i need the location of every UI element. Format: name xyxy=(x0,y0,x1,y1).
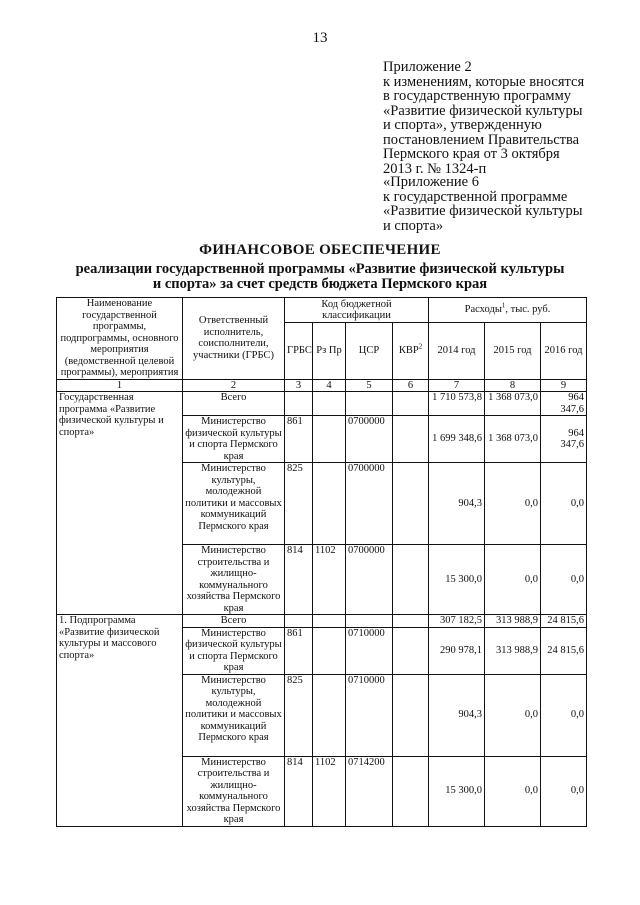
grbs-cell: 814 xyxy=(285,756,313,826)
kvr-cell xyxy=(393,463,429,545)
kvr-cell xyxy=(393,627,429,674)
amount-2016: 964 347,6 xyxy=(541,416,587,463)
table-row xyxy=(57,392,587,416)
amount-2016: 24 815,6 xyxy=(541,627,587,674)
executor-cell: Министерство строительства и жилищно-коммунального хозяйства Пермского края xyxy=(183,756,285,826)
document-subtitle xyxy=(0,262,640,292)
column-number: 8 xyxy=(485,379,541,392)
appendix-6-line: к государственной программе xyxy=(383,188,568,205)
csr-cell xyxy=(346,615,393,628)
csr-cell: 0710000 xyxy=(346,627,393,674)
appendix-2-line: Пермского края от 3 октября xyxy=(383,146,560,162)
header-expenses-label: Расходы xyxy=(464,304,502,316)
grbs-cell: 861 xyxy=(285,627,313,674)
header-expenses xyxy=(429,298,587,323)
amount-2014: 290 978,1 xyxy=(429,627,485,674)
csr-cell: 0700000 xyxy=(346,463,393,545)
page-number: 13 xyxy=(312,30,328,46)
column-number-row xyxy=(57,379,587,392)
amount-2016: 964 347,6 xyxy=(541,392,587,416)
amount-2016: 0,0 xyxy=(541,463,587,545)
amount-2016: 0,0 xyxy=(541,756,587,826)
header-grbs: ГРБС xyxy=(285,323,313,379)
appendix-2-line: в государственную программу xyxy=(383,88,572,104)
rzpr-cell xyxy=(313,674,346,756)
rzpr-cell xyxy=(313,392,346,416)
grbs-cell: 825 xyxy=(285,463,313,545)
program-name: Государственная программа «Развитие физической культуры и спорта» xyxy=(57,392,183,615)
kvr-cell xyxy=(393,416,429,463)
header-year-2014: 2014 год xyxy=(429,323,485,379)
grbs-cell: 861 xyxy=(285,416,313,463)
amount-2015: 1 368 073,0 xyxy=(485,392,541,416)
footnote-2: 2 xyxy=(418,342,423,351)
amount-2015: 313 988,9 xyxy=(485,615,541,628)
amount-2015: 0,0 xyxy=(485,463,541,545)
appendix-2-line: «Развитие физической культуры xyxy=(383,102,583,119)
kvr-cell xyxy=(393,674,429,756)
amount-2014: 904,3 xyxy=(429,463,485,545)
header-kvr-label: КВР xyxy=(398,345,419,357)
header-executor: Ответственный исполнитель, соисполнители, участники (ГРБС) xyxy=(183,298,285,380)
header-expenses-unit: , тыс. руб. xyxy=(505,304,551,316)
column-number: 7 xyxy=(429,379,485,392)
grbs-cell xyxy=(285,392,313,416)
kvr-cell xyxy=(393,545,429,615)
appendix-2-line: и спорта», утвержденную xyxy=(383,117,542,133)
header-kvr xyxy=(393,323,429,379)
executor-cell: Министерство строительства и жилищно-коммунального хозяйства Пермского края xyxy=(183,545,285,615)
csr-cell: 0700000 xyxy=(346,545,393,615)
grbs-cell xyxy=(285,615,313,628)
grbs-cell: 814 xyxy=(285,545,313,615)
csr-cell xyxy=(346,392,393,416)
subprogram-name: 1. Подпрограмма «Развитие физической культуры и массового спорта» xyxy=(57,615,183,827)
appendix-6-block xyxy=(383,175,623,233)
appendix-6-line: «Приложение 6 xyxy=(383,174,479,190)
executor-cell: Всего xyxy=(183,392,285,416)
rzpr-cell xyxy=(313,463,346,545)
appendix-6-line: и спорта» xyxy=(383,217,444,234)
header-year-2015: 2015 год xyxy=(485,323,541,379)
amount-2014: 15 300,0 xyxy=(429,545,485,615)
amount-2015: 0,0 xyxy=(485,674,541,756)
column-number: 3 xyxy=(285,379,313,392)
appendix-2-line: Приложение 2 xyxy=(383,59,472,75)
appendix-2-block xyxy=(383,60,623,176)
document-title: ФИНАНСОВОЕ ОБЕСПЕЧЕНИЕ xyxy=(199,242,441,258)
appendix-2-line: 2013 г. № 1324-п xyxy=(383,160,487,177)
header-csr: ЦСР xyxy=(346,323,393,379)
rzpr-cell: 1102 xyxy=(313,756,346,826)
table-row xyxy=(57,615,587,628)
column-number: 5 xyxy=(346,379,393,392)
executor-cell: Министерство физической культуры и спорта Пермского края xyxy=(183,416,285,463)
executor-cell: Министерство культуры, молодежной политики и массовых коммуникаций Пермского края xyxy=(183,674,285,756)
appendix-2-line: к изменениям, которые вносятся xyxy=(383,73,585,90)
header-name: Наименование государственной программы, подпрограммы, основного мероприятия (ведомственной целевой программы), мероприятия xyxy=(57,298,183,380)
kvr-cell xyxy=(393,756,429,826)
rzpr-cell: 1102 xyxy=(313,545,346,615)
amount-2014: 15 300,0 xyxy=(429,756,485,826)
column-number: 2 xyxy=(183,379,285,392)
financing-table xyxy=(56,297,587,827)
amount-2016: 0,0 xyxy=(541,545,587,615)
amount-2016: 0,0 xyxy=(541,674,587,756)
amount-2015: 0,0 xyxy=(485,545,541,615)
executor-cell: Министерство культуры, молодежной политики и массовых коммуникаций Пермского края xyxy=(183,463,285,545)
rzpr-cell xyxy=(313,627,346,674)
csr-cell: 0700000 xyxy=(346,416,393,463)
column-number: 1 xyxy=(57,379,183,392)
subtitle-line: реализации государственной программы «Развитие физической культуры xyxy=(75,261,565,277)
column-number: 9 xyxy=(541,379,587,392)
rzpr-cell xyxy=(313,416,346,463)
amount-2015: 0,0 xyxy=(485,756,541,826)
column-number: 4 xyxy=(313,379,346,392)
header-budget-code: Код бюджетной классификации xyxy=(285,298,429,323)
amount-2014: 1 710 573,8 xyxy=(429,392,485,416)
amount-2014: 1 699 348,6 xyxy=(429,416,485,463)
subtitle-line: и спорта» за счет средств бюджета Пермского края xyxy=(152,276,488,292)
csr-cell: 0710000 xyxy=(346,674,393,756)
grbs-cell: 825 xyxy=(285,674,313,756)
column-number: 6 xyxy=(393,379,429,392)
rzpr-cell xyxy=(313,615,346,628)
csr-cell: 0714200 xyxy=(346,756,393,826)
header-year-2016: 2016 год xyxy=(541,323,587,379)
appendix-6-line: «Развитие физической культуры xyxy=(383,203,583,219)
amount-2016: 24 815,6 xyxy=(541,615,587,628)
amount-2014: 904,3 xyxy=(429,674,485,756)
appendix-2-line: постановлением Правительства xyxy=(383,131,580,148)
header-rzpr: Рз Пр xyxy=(313,323,346,379)
kvr-cell xyxy=(393,392,429,416)
executor-cell: Министерство физической культуры и спорта Пермского края xyxy=(183,627,285,674)
amount-2014: 307 182,5 xyxy=(429,615,485,628)
amount-2015: 313 988,9 xyxy=(485,627,541,674)
footnote-1: 1 xyxy=(501,301,506,310)
executor-cell: Всего xyxy=(183,615,285,628)
amount-2015: 1 368 073,0 xyxy=(485,416,541,463)
kvr-cell xyxy=(393,615,429,628)
